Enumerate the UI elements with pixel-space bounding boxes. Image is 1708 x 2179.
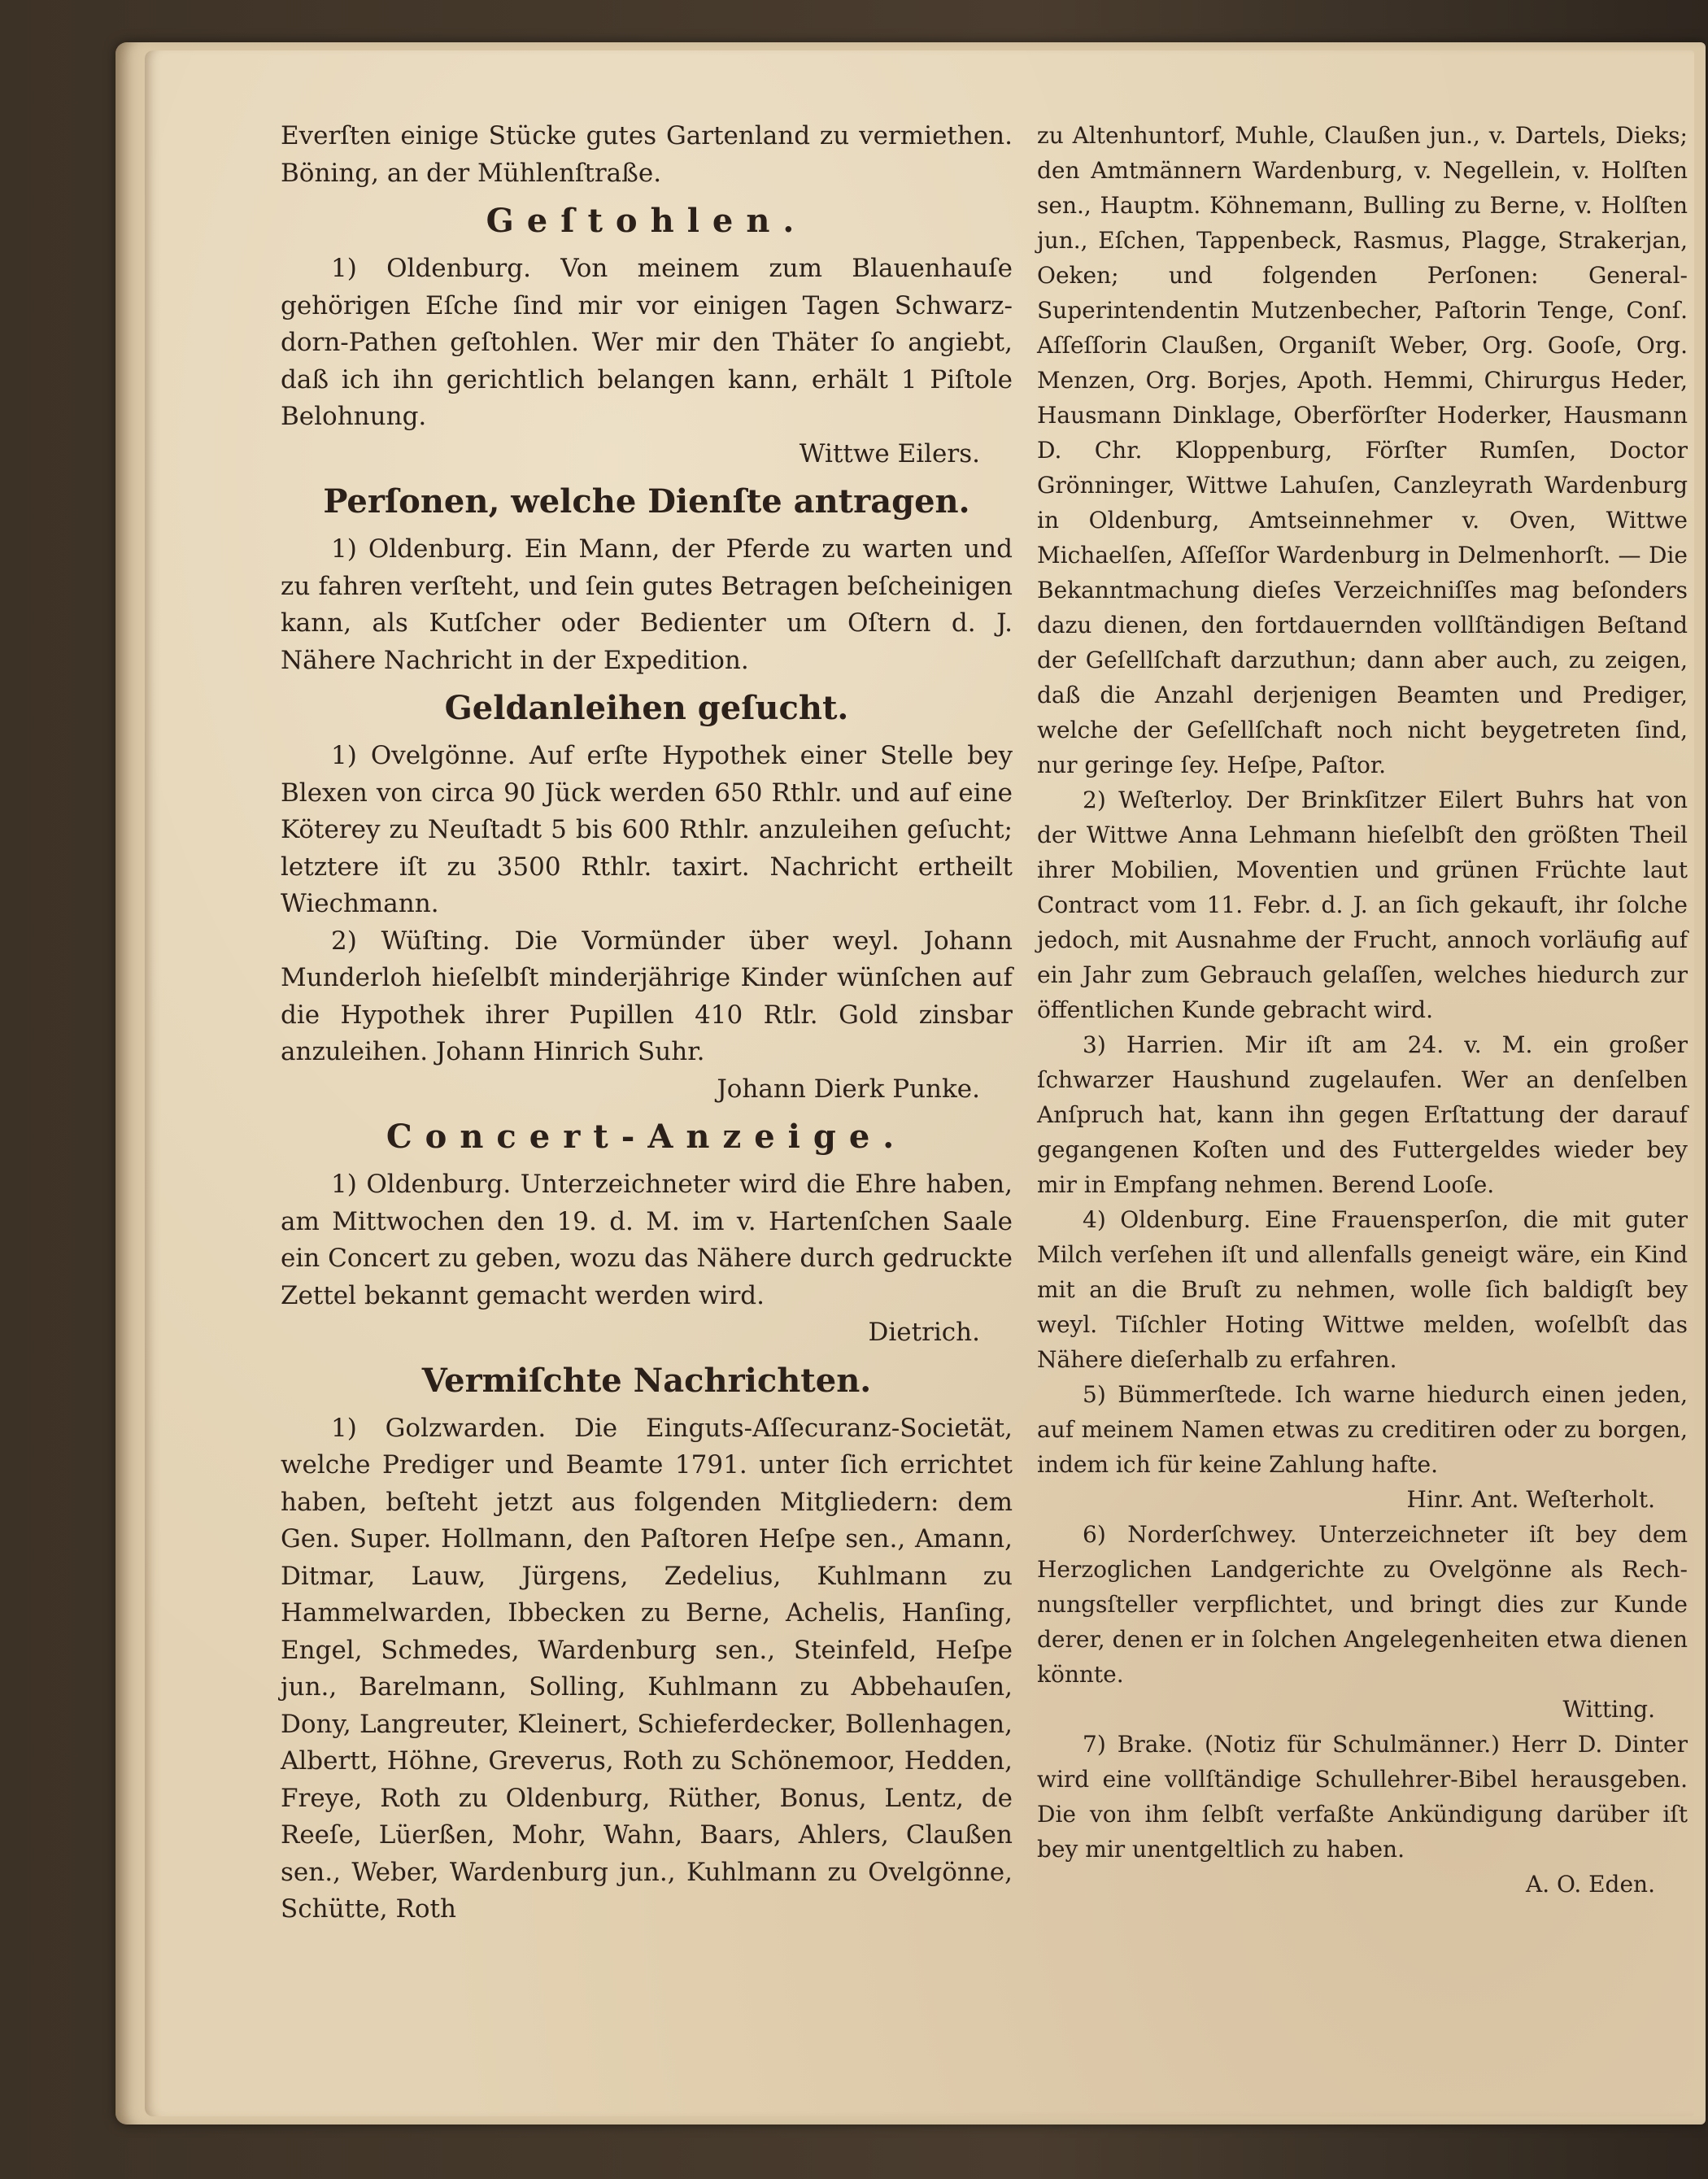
ad-vermischte-6: 6) Norderſchwey. Unterzeichneter iſt bey dem Herzoglichen Landgerichte zu Ovelgönne als Rechnungsſteller verpflichtet, und bringt dies zur Kunde derer, denen er in ſolchen Angelegenheiten etwa dienen könnte.: [1037, 1521, 1688, 1688]
heading-dienste: Perſonen, welche Dienſte antragen.: [323, 482, 970, 521]
ad-dienste-1: 1) Oldenburg. Ein Mann, der Pferde zu warten und zu fahren verſteht, und ſein gutes Betragen beſcheinigen kann, als Kutſcher oder Bedienter um Oſtern d. J. Nähere Nachricht in der Expedition.: [281, 534, 1013, 675]
heading-gestohlen: Geſtohlen.: [486, 202, 808, 240]
signature-punke: Johann Dierk Punke.: [717, 1074, 980, 1104]
ad-geld-1: 1) Ovelgönne. Auf erſte Hypothek einer Stelle bey Blexen von circa 90 Jück werden 650 Rthlr. und auf eine Köterey zu Neuſtadt 5 bis 600 Rthlr. anzuleihen geſucht; letztere iſt zu 3500 Rthlr. taxirt. Nachricht ertheilt Wiechmann.: [281, 741, 1013, 918]
left-column: [281, 118, 1013, 1928]
ad-geld-2: 2) Wüſting. Die Vormünder über weyl. Johann Munderloh hieſelbſt minderjährige Kinder wünſchen auf die Hypothek ihrer Pupillen 410 Rtlr. Gold zinsbar anzuleihen. Johann Hinrich Suhr.: [281, 926, 1013, 1066]
signature-witting: Witting.: [1562, 1696, 1655, 1723]
ad-vermischte-7: 7) Brake. (Notiz für Schulmänner.) Herr D. Dinter wird eine vollſtändige Schullehrer-Bibel herausgeben. Die von ihm ſelbſt verfaßte Ankündigung darüber iſt bey mir unentgeltlich zu haben.: [1037, 1731, 1688, 1863]
heading-concert: Concert-Anzeige.: [386, 1118, 908, 1156]
ad-vermischte-5: 5) Bümmerſtede. Ich warne hiedurch einen jeden, auf meinem Namen etwas zu creditiren oder zu borgen, indem ich für keine Zahlung hafte.: [1037, 1381, 1688, 1478]
heading-vermischte: Vermiſchte Nachrichten.: [421, 1361, 872, 1400]
signature-dietrich: Dietrich.: [868, 1318, 980, 1347]
ad-vermischte-4: 4) Oldenburg. Eine Frauensperſon, die mit guter Milch verſehen iſt und allenfalls geneigt wäre, ein Kind mit an die Bruſt zu nehmen, wolle ſich baldigſt bey weyl. Tiſchler Hoting Wittwe melden, woſelbſt das Nähere dieſerhalb zu erfahren.: [1037, 1206, 1688, 1373]
ad-gartenland: Everſten einige Stücke gutes Gartenland zu vermiethen. Böning, an der Mühlenſtraße.: [281, 121, 1013, 188]
ad-vermischte-3: 3) Harrien. Mir iſt am 24. v. M. ein großer ſchwarzer Haushund zugelaufen. Wer an denſelben Anſpruch hat, kann ihn gegen Erſtattung der darauf gegangenen Koſten und des Futtergeldes wieder bey mir in Empfang nehmen. Berend Looſe.: [1037, 1031, 1688, 1198]
ad-vermischte-2: 2) Weſterloy. Der Brinkſitzer Eilert Buhrs hat von der Wittwe Anna Lehmann hieſelbſt den größten Theil ihrer Mobilien, Moventien und grünen Früchte laut Contract vom 11. Febr. d. J. an ſich gekauft, ihr ſolche jedoch, mit Ausnahme der Frucht, annoch vorläufig auf ein Jahr zum Gebrauch gelaſſen, welches hiedurch zur öffentlichen Kunde gebracht wird.: [1037, 787, 1688, 1023]
signature-westerholt: Hinr. Ant. Weſterholt.: [1406, 1486, 1655, 1513]
right-column: [1037, 118, 1688, 1902]
ad-concert-1: 1) Oldenburg. Unterzeichneter wird die Ehre haben, am Mittwochen den 19. d. M. im v. Hartenſchen Saale ein Concert zu geben, wozu das Nähere durch gedruckte Zettel bekannt gemacht werden wird.: [281, 1170, 1013, 1310]
ad-vermischte-1-continued: zu Altenhuntorf, Muhle, Claußen jun., v. Dartels, Dieks; den Amtmännern Wardenburg, v. Negellein, v. Holſten sen., Hauptm. Köhnemann, Bulling zu Berne, v. Holſten jun., Eſchen, Tappenbeck, Rasmus, Plagge, Strakerjan, Oeken; und folgenden Perſonen: General-Superintendentin Mutzenbecher, Paſtorin Tenge, Conſ. Aſſeſſorin Claußen, Organiſt Weber, Org. Gooſe, Org. Menzen, Org. Borjes, Apoth. Hemmi, Chirurgus Heder, Hausmann Dinklage, Oberförſter Hoderker, Hausmann D. Chr. Kloppenburg, Förſter Rumſen, Doctor Grönninger, Wittwe Lahuſen, Canzleyrath Wardenburg in Oldenburg, Amtseinnehmer v. Oven, Wittwe Michaelſen, Aſſeſſor Wardenburg in Delmenhorſt. — Die Bekanntmachung dieſes Verzeichniſſes mag beſonders dazu dienen, den fortdauernden vollſtändigen Beſtand der Geſellſchaft darzuthun; dann aber auch, zu zeigen, daß die Anzahl derjenigen Beamten und Prediger, welche der Geſellſchaft noch nicht beygetreten ſind, nur geringe ſey. Heſpe, Paſtor.: [1037, 122, 1688, 778]
ad-vermischte-1: 1) Golzwarden. Die Einguts-Aſſecuranz-Societät, welche Prediger und Beamte 1791. unter ſich errichtet haben, beſteht jetzt aus folgenden Mitgliedern: dem Gen. Super. Hollmann, den Paſtoren Heſpe sen., Amann, Ditmar, Lauw, Jürgens, Zedelius, Kuhlmann zu Hammelwarden, Ibbecken zu Berne, Achelis, Hanſing, Engel, Schmedes, Wardenburg sen., Steinfeld, Heſpe jun., Barelmann, Solling, Kuhlmann zu Abbehauſen, Dony, Langreuter, Kleinert, Schieferdecker, Bollenhagen, Albertt, Höhne, Greverus, Roth zu Schönemoor, Hedden, Freye, Roth zu Oldenburg, Rüther, Bonus, Lentz, de Reeſe, Lüerßen, Mohr, Wahn, Baars, Ahlers, Claußen sen., Weber, Wardenburg jun., Kuhlmann zu Ovelgönne, Schütte, Roth: [281, 1413, 1013, 1924]
signature-eilers: Wittwe Eilers.: [799, 438, 980, 468]
ad-gestohlen-1: 1) Oldenburg. Von meinem zum Blauenhauſe gehörigen Eſche ſind mir vor einigen Tagen Schwarzdorn-Pathen geſtohlen. Wer mir den Thäter ſo angiebt, daß ich ihn gerichtlich belangen kann, erhält 1 Piſtole Belohnung.: [281, 254, 1013, 431]
signature-eden: A. O. Eden.: [1525, 1871, 1655, 1898]
heading-geldanleihen: Geldanleihen geſucht.: [444, 689, 849, 727]
